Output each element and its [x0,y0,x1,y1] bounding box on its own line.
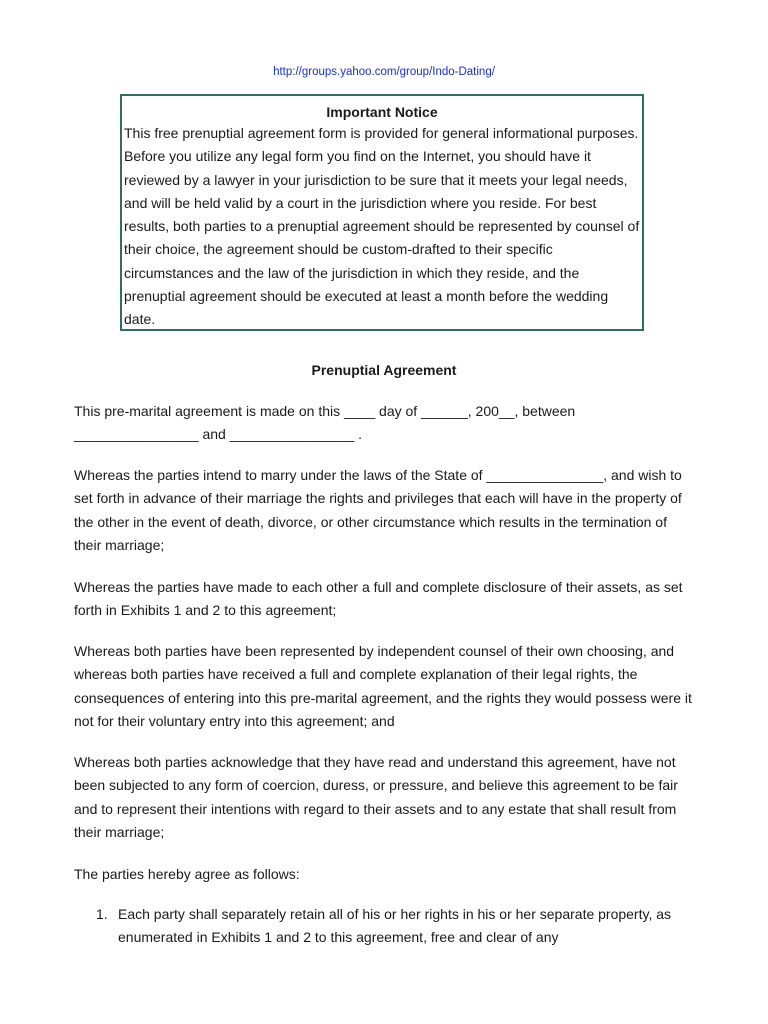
terms-list [96,903,696,950]
important-notice-box [120,94,644,331]
whereas-acknowledge-paragraph: Whereas both parties acknowledge that they have read and understand this agreement, have not been subjected to any form of coercion, duress, or pressure, and believe this agreement to be fair and to represent their intentions with regard to their assets and to any estate that shall result from their marriage; [74,754,678,840]
whereas-disclosure-paragraph: Whereas the parties have made to each other a full and complete disclosure of their assets, as set forth in Exhibits 1 and 2 to this agreement; [74,579,683,619]
list-item [96,903,696,950]
notice-body: This free prenuptial agreement form is provided for general informational purposes. Before you utilize any legal form you find on the Internet, you should have it reviewed by a lawyer in your jurisdiction to be sure that it meets your legal needs, and will be held valid by a court in the jurisdiction where you reside. For best results, both parties to a prenuptial agreement should be represented by counsel of their choice, the agreement should be custom-drafted to their specific circumstances and the law of the jurisdiction in which they reside, and the prenuptial agreement should be executed at least a month before the wedding date. [124,125,640,328]
whereas-marriage-paragraph: Whereas the parties intend to marry under the laws of the State of _______________, and wish to set forth in advance of their marriage the rights and privileges that each will have in the property of the other in the event of death, divorce, or other circumstance which results in the termination of their marriage; [74,467,682,553]
document-title: Prenuptial Agreement [311,362,457,378]
whereas-counsel-paragraph: Whereas both parties have been represented by independent counsel of their own choosing, and whereas both parties have received a full and complete explanation of their legal rights, the consequences of entering into this pre-marital agreement, and the rights they would possess were it not for their voluntary entry into this agreement; and [74,643,692,729]
notice-title: Important Notice [326,104,438,120]
agree-intro-paragraph: The parties hereby agree as follows: [74,866,300,882]
list-item-number: 1. [96,906,108,922]
agreement-date-paragraph: This pre-marital agreement is made on this ____ day of ______, 200__, between ________________ and ________________ . [74,403,576,443]
group-link[interactable]: http://groups.yahoo.com/group/Indo-Dating/ [273,66,495,78]
list-item-text: Each party shall separately retain all of his or her rights in his or her separate property, as enumerated in Exhibits 1 and 2 to this agreement, free and clear of any [118,906,672,946]
